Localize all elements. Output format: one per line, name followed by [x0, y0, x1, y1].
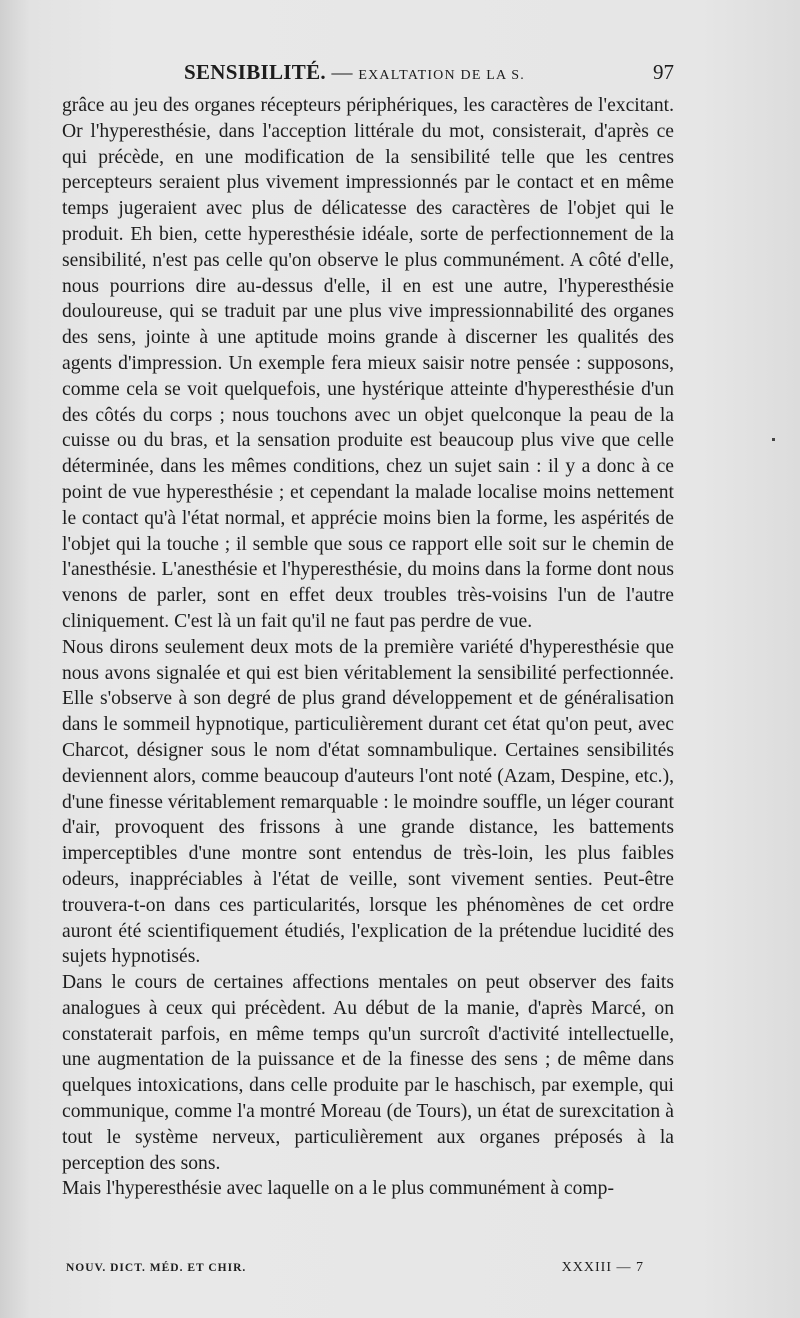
running-head-sub: EXALTATION DE LA S.	[358, 68, 525, 83]
paragraph-2: Nous dirons seulement deux mots de la première variété d'hyperesthésie que nous avons signalée et qui est bien véritablement la sensibilité perfectionnée. Elle s'observe à son degré de plus grand développement et de généralisation dans le sommeil hypnotique, particulièrement durant cet état qu'on peut, avec Charcot, désigner sous le nom d'état somnambulique. Certaines sensibilités deviennent alors, comme beaucoup d'auteurs l'ont noté (Azam, Despine, etc.), d'une finesse véritablement remarquable : le moindre souffle, un léger courant d'air, provoquent des frissons à une grande distance, les battements imperceptibles d'une montre sont entendus de très-loin, les plus faibles odeurs, inappréciables à l'état de veille, sont vivement senties. Peut-être trouvera-t-on dans ces particularités, lorsque les phénomènes de cet ordre auront été scientifiquement étudiés, l'explication de la prétendue lucidité des sujets hypnotisés.	[62, 636, 674, 968]
page-number: 97	[653, 60, 674, 84]
paragraph-4: Mais l'hyperesthésie avec laquelle on a le plus communément à comp-	[62, 1178, 614, 1200]
signature-mark: NOUV. DICT. MÉD. ET CHIR.	[66, 1262, 247, 1274]
running-head-separator: —	[325, 60, 359, 84]
sheet-number: XXXIII — 7	[561, 1260, 644, 1275]
paragraph-3: Dans le cours de certaines affections mentales on peut observer des faits analogues à ceux qui précèdent. Au début de la manie, d'après Marcé, on constaterait parfois, en même temps qu'un surcroît d'activité intellectuelle, une augmentation de la puissance et de la finesse des sens ; de même dans quelques intoxications, dans celle produite par le haschisch, par exemple, qui communique, comme l'a montré Moreau (de Tours), un état de surexcitation à tout le système nerveux, particulièrement aux organes préposés à la perception des sons.	[62, 972, 674, 1174]
running-head-main: SENSIBILITÉ.	[184, 60, 326, 84]
paragraph-1: grâce au jeu des organes récepteurs périphériques, les caractères de l'excitant. Or l'hyperesthésie, dans l'acception littérale du mot, consisterait, d'après ce qui précède, en une modification de la sensibilité telle que les centres percepteurs seraient plus vivement impressionnés par le contact et en même temps jugeraient avec plus de délicatesse des caractères de l'objet qui le produit. Eh bien, cette hyperesthésie idéale, sorte de perfectionnement de la sensibilité, n'est pas celle qu'on observe le plus communément. A côté d'elle, nous pourrions dire au-dessus d'elle, il en est une autre, l'hyperesthésie douloureuse, qui se traduit par une plus vive impressionnabilité des organes des sens, jointe à une aptitude moins grande à discerner les qualités des agents d'impression. Un exemple fera mieux saisir notre pensée : supposons, comme cela se voit quelquefois, une hystérique atteinte d'hyperesthésie d'un des côtés du corps ; nous touchons avec un objet quelconque la peau de la cuisse ou du bras, et la sensation produite est beaucoup plus vive que celle déterminée, dans les mêmes conditions, chez un sujet sain : il y a donc à ce point de vue hyperesthésie ; et cependant la malade localise moins nettement le contact qu'à l'état normal, et apprécie moins bien la forme, les aspérités de l'objet qui la touche ; il semble que sous ce rapport elle soit sur le chemin de l'anesthésie. L'anesthésie et l'hyperesthésie, du moins dans la forme dont nous venons de parler, sont en effet deux troubles très-voisins l'un de l'autre cliniquement. C'est là un fait qu'il ne faut pas perdre de vue.	[62, 95, 674, 632]
ink-speck	[772, 438, 775, 441]
